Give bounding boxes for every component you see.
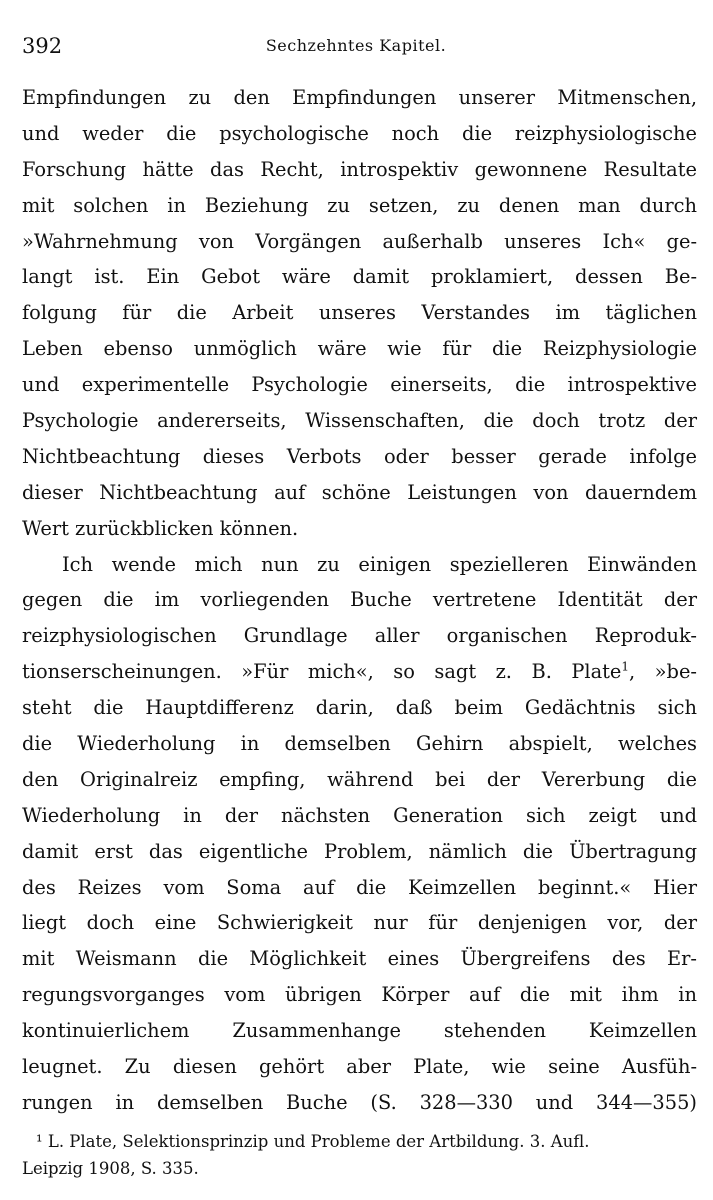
text-line: Wert zurückblicken können. xyxy=(22,516,299,540)
text-line: damit erst das eigentliche Problem, nämlich die Übertragung xyxy=(22,839,697,863)
text-line: folgung für die Arbeit unseres Verstandes im täglichen xyxy=(22,301,697,325)
text-line: Ich wende mich nun zu einigen spezielleren Einwänden xyxy=(62,552,697,576)
text-fragment: tionserscheinungen. »Für mich«, so sagt z. B. Plate xyxy=(22,660,622,684)
text-line: und weder die psychologische noch die reizphysiologische xyxy=(22,121,697,145)
text-fragment: , »be- xyxy=(629,660,697,684)
text-line: Empfindungen zu den Empfindungen unserer Mitmenschen, xyxy=(22,86,697,109)
text-line: rungen in demselben Buche (S. 328—330 und 344—355) xyxy=(22,1090,697,1114)
text-line: und experimentelle Psychologie einerseits, die introspektive xyxy=(22,373,697,397)
text-line: Wiederholung in der nächsten Generation sich zeigt und xyxy=(22,803,697,827)
footnote-line: Leipzig 1908, S. 335. xyxy=(22,1159,199,1178)
page-number: 392 xyxy=(22,34,63,58)
text-line-with-footnote-ref xyxy=(22,654,697,690)
paragraph-2 xyxy=(22,547,697,1121)
text-line: die Wiederholung in demselben Gehirn abspielt, welches xyxy=(22,732,697,756)
text-line: reizphysiologischen Grundlage aller organischen Reproduk- xyxy=(22,624,697,648)
page-header xyxy=(22,34,690,64)
text-line: Forschung hätte das Recht, introspektiv gewonnene Resultate xyxy=(22,157,697,181)
text-line: »Wahrnehmung von Vorgängen außerhalb unseres Ich« ge- xyxy=(22,229,697,253)
text-line: den Originalreiz empfing, während bei der Vererbung die xyxy=(22,767,697,791)
text-line: regungsvorganges vom übrigen Körper auf die mit ihm in xyxy=(22,983,697,1007)
paragraph-1 xyxy=(22,80,697,547)
text-line: kontinuierlichem Zusammenhange stehenden Keimzellen xyxy=(22,1019,697,1043)
text-line: leugnet. Zu diesen gehört aber Plate, wie seine Ausfüh- xyxy=(22,1055,697,1079)
text-line: gegen die im vorliegenden Buche vertretene Identität der xyxy=(22,588,697,612)
body-text xyxy=(22,80,697,1121)
text-line: dieser Nichtbeachtung auf schöne Leistungen von dauerndem xyxy=(22,480,697,504)
footnote xyxy=(22,1128,697,1182)
footnote-reference[interactable]: 1 xyxy=(621,659,630,674)
text-line: langt ist. Ein Gebot wäre damit proklamiert, dessen Be- xyxy=(22,265,697,289)
text-line: liegt doch eine Schwierigkeit nur für denjenigen vor, der xyxy=(22,911,697,935)
text-line: Psychologie andererseits, Wissenschaften, die doch trotz der xyxy=(22,409,697,433)
text-line: mit Weismann die Möglichkeit eines Übergreifens des Er- xyxy=(22,947,697,971)
text-line: mit solchen in Beziehung zu setzen, zu denen man durch xyxy=(22,193,697,217)
running-head: Sechzehntes Kapitel. xyxy=(265,36,447,55)
footnote-line: ¹ L. Plate, Selektionsprinzip und Probleme der Artbildung. 3. Aufl. xyxy=(36,1132,590,1151)
text-line: des Reizes vom Soma auf die Keimzellen beginnt.« Hier xyxy=(22,875,697,899)
text-line: Nichtbeachtung dieses Verbots oder besser gerade infolge xyxy=(22,444,697,468)
text-line: Leben ebenso unmöglich wäre wie für die Reizphysiologie xyxy=(22,337,697,361)
text-line: steht die Hauptdifferenz darin, daß beim Gedächtnis sich xyxy=(22,696,697,720)
